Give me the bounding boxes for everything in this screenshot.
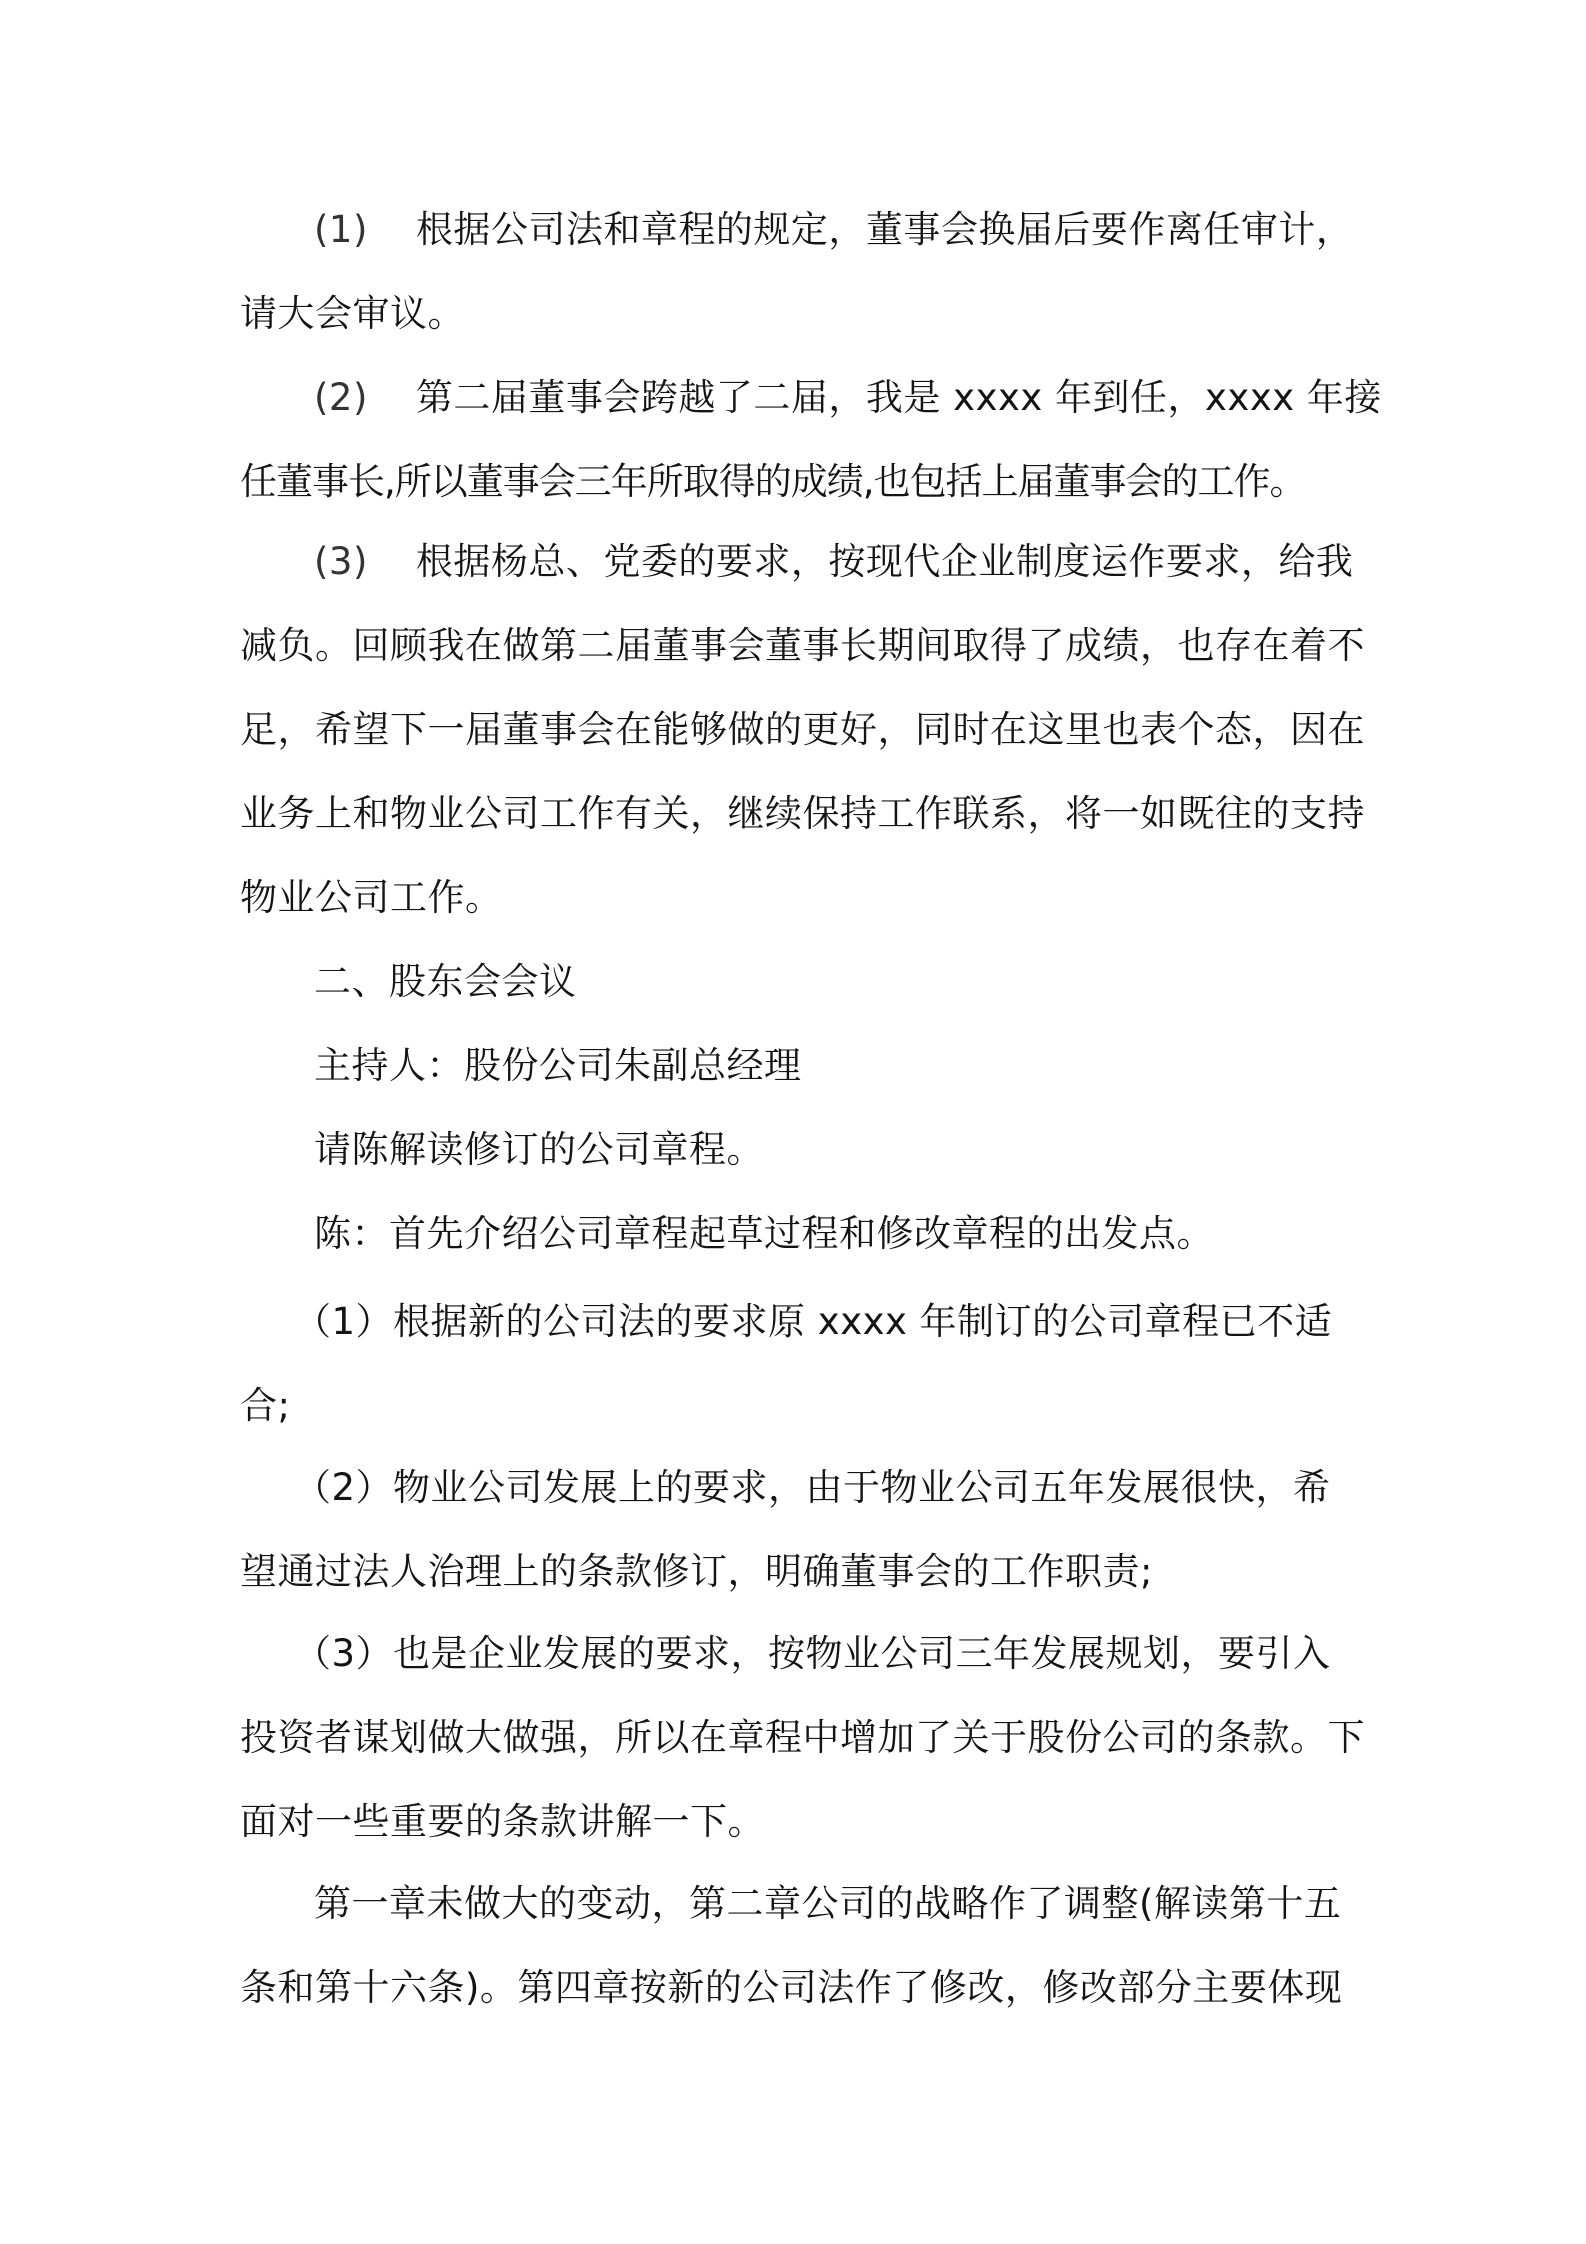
paragraph-8 — [240, 1280, 1350, 1448]
paragraph-line: 投资者谋划做大做强，所以在章程中增加了关于股份公司的条款。下 — [240, 1716, 1365, 1759]
paragraph-line: 陈：首先介绍公司章程起草过程和修改章程的出发点。 — [314, 1212, 1214, 1255]
paragraph-9 — [240, 1446, 1350, 1614]
paragraph-line: （3）也是企业发展的要求，按物业公司三年发展规划，要引入 — [294, 1632, 1331, 1675]
paragraph-line: 条和第十六条)。第四章按新的公司法作了修改，修改部分主要体现 — [240, 1966, 1343, 2009]
paragraph-line — [240, 188, 1354, 272]
list-number: (1) — [314, 208, 368, 251]
paragraph-line: 合; — [240, 1384, 291, 1427]
paragraph-3 — [240, 520, 1365, 940]
paragraph-10 — [240, 1612, 1365, 1864]
paragraph-line: 第一章未做大的变动，第二章公司的战略作了调整(解读第十五 — [314, 1882, 1342, 1925]
paragraph-text: 根据杨总、党委的要求，按现代企业制度运作要求，给我 — [415, 540, 1354, 583]
paragraph-request — [240, 1108, 1350, 1192]
paragraph-line: 请大会审议。 — [240, 292, 465, 335]
paragraph-line: 业务上和物业公司工作有关，继续保持工作联系，将一如既往的支持 — [240, 792, 1365, 835]
paragraph-1 — [240, 188, 1354, 356]
paragraph-2 — [240, 356, 1382, 524]
paragraph-text: 第二届董事会跨越了二届，我是 xxxx 年到任，xxxx 年接 — [415, 376, 1382, 419]
paragraph-line — [240, 520, 1354, 604]
paragraph-chen — [240, 1192, 1350, 1276]
paragraph-line: 主持人：股份公司朱副总经理 — [314, 1044, 802, 1087]
list-number: (2) — [314, 376, 368, 419]
paragraph-line: 任董事长,所以董事会三年所取得的成绩,也包括上届董事会的工作。 — [240, 460, 1306, 503]
paragraph-11 — [240, 1862, 1350, 2030]
paragraph-line: 请陈解读修订的公司章程。 — [314, 1128, 764, 1171]
paragraph-line: （1）根据新的公司法的要求原 xxxx 年制订的公司章程已不适 — [294, 1300, 1333, 1343]
paragraph-host — [240, 1024, 1350, 1108]
paragraph-line: 面对一些重要的条款讲解一下。 — [240, 1800, 765, 1843]
paragraph-line — [240, 356, 1382, 440]
list-number: (3) — [314, 540, 368, 583]
paragraph-line: 物业公司工作。 — [240, 876, 503, 919]
paragraph-line: 减负。回顾我在做第二届董事会董事长期间取得了成绩，也存在着不 — [240, 624, 1365, 667]
paragraph-line: 二、股东会会议 — [314, 960, 577, 1003]
paragraph-line: （2）物业公司发展上的要求，由于物业公司五年发展很快，希 — [294, 1466, 1331, 1509]
paragraph-line: 足，希望下一届董事会在能够做的更好，同时在这里也表个态，因在 — [240, 708, 1365, 751]
paragraph-line: 望通过法人治理上的条款修订，明确董事会的工作职责; — [240, 1550, 1153, 1593]
section-heading — [240, 940, 1350, 1024]
paragraph-text: 根据公司法和章程的规定，董事会换届后要作离任审计， — [415, 208, 1354, 251]
